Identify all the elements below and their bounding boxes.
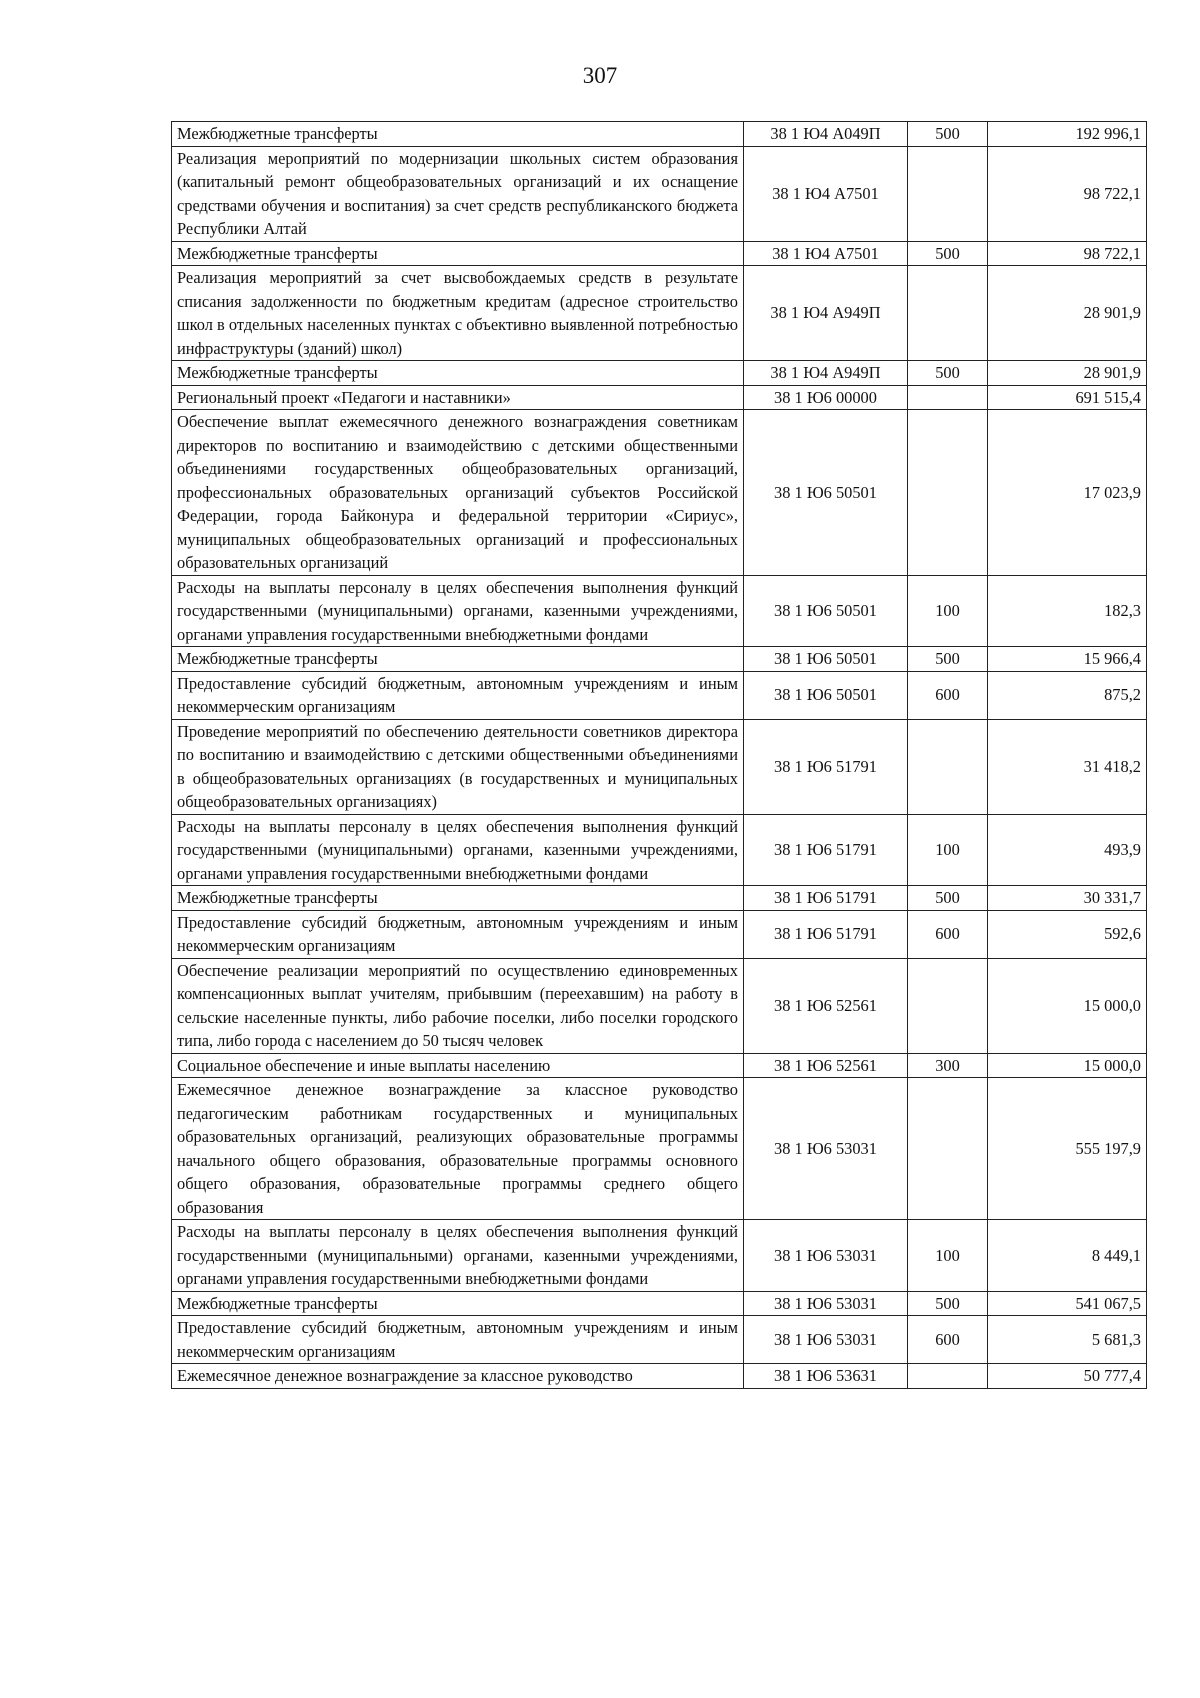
table-row	[172, 1291, 1147, 1316]
row-type-cell: 600	[908, 910, 988, 958]
row-type-cell	[908, 1078, 988, 1220]
table-row	[172, 122, 1147, 147]
table-row	[172, 958, 1147, 1053]
row-sum-cell: 555 197,9	[988, 1078, 1147, 1220]
row-name-cell: Реализация мероприятий за счет высвобождаемых средств в результате списания задолженности по бюджетным кредитам (адресное строительство школ в отдельных населенных пунктах с объективно выявленной потребностью инфраструктуры (зданий) школ)	[172, 266, 744, 361]
row-name-cell: Расходы на выплаты персоналу в целях обеспечения выполнения функций государственными (муниципальными) органами, казенными учреждениями, органами управления государственными внебюджетными фондами	[172, 575, 744, 647]
row-type-cell: 100	[908, 1220, 988, 1292]
table-row	[172, 410, 1147, 576]
row-code-cell: 38 1 Ю4 А949П	[744, 361, 908, 386]
row-name-cell: Социальное обеспечение и иные выплаты населению	[172, 1053, 744, 1078]
row-type-cell: 500	[908, 122, 988, 147]
row-name-cell: Ежемесячное денежное вознаграждение за классное руководство	[172, 1364, 744, 1389]
row-code-cell: 38 1 Ю6 51791	[744, 886, 908, 911]
table-row	[172, 1316, 1147, 1364]
row-code-cell: 38 1 Ю6 51791	[744, 719, 908, 814]
row-code-cell: 38 1 Ю4 А049П	[744, 122, 908, 147]
row-name-cell: Расходы на выплаты персоналу в целях обеспечения выполнения функций государственными (муниципальными) органами, казенными учреждениями, органами управления государственными внебюджетными фондами	[172, 1220, 744, 1292]
row-code-cell: 38 1 Ю6 53031	[744, 1291, 908, 1316]
row-name-cell: Ежемесячное денежное вознаграждение за классное руководство педагогическим работникам государственных и муниципальных образовательных организаций, реализующих образовательные программы начального общего образования, образовательные программы основного общего образования, образовательные программы среднего общего образования	[172, 1078, 744, 1220]
row-type-cell: 500	[908, 361, 988, 386]
row-sum-cell: 15 000,0	[988, 958, 1147, 1053]
table-row	[172, 814, 1147, 886]
row-code-cell: 38 1 Ю6 53031	[744, 1078, 908, 1220]
row-name-cell: Предоставление субсидий бюджетным, автономным учреждениям и иным некоммерческим организациям	[172, 910, 744, 958]
row-code-cell: 38 1 Ю6 50501	[744, 671, 908, 719]
row-sum-cell: 875,2	[988, 671, 1147, 719]
row-code-cell: 38 1 Ю6 53031	[744, 1316, 908, 1364]
table-row	[172, 671, 1147, 719]
row-name-cell: Обеспечение реализации мероприятий по осуществлению единовременных компенсационных выплат учителям, прибывшим (переехавшим) на работу в сельские населенные пункты, либо рабочие поселки, либо поселки городского типа, либо города с населением до 50 тысяч человек	[172, 958, 744, 1053]
row-sum-cell: 192 996,1	[988, 122, 1147, 147]
row-name-cell: Предоставление субсидий бюджетным, автономным учреждениям и иным некоммерческим организациям	[172, 671, 744, 719]
table-row	[172, 1220, 1147, 1292]
row-type-cell	[908, 1364, 988, 1389]
row-sum-cell: 98 722,1	[988, 146, 1147, 241]
table-row	[172, 241, 1147, 266]
row-type-cell: 500	[908, 1291, 988, 1316]
row-code-cell: 38 1 Ю6 00000	[744, 385, 908, 410]
row-type-cell: 600	[908, 1316, 988, 1364]
row-type-cell: 500	[908, 647, 988, 672]
row-name-cell: Обеспечение выплат ежемесячного денежного вознаграждения советникам директоров по воспитанию и взаимодействию с детскими общественными объединениями государственных общеобразовательных организаций, профессиональных образовательных организаций субъектов Российской Федерации, города Байконура и федеральной территории «Сириус», муниципальных общеобразовательных организаций и профессиональных образовательных организаций	[172, 410, 744, 576]
row-sum-cell: 28 901,9	[988, 266, 1147, 361]
row-name-cell: Проведение мероприятий по обеспечению деятельности советников директора по воспитанию и взаимодействию с детскими общественными объединениями в общеобразовательных организациях (в государственных и муниципальных общеобразовательных организациях)	[172, 719, 744, 814]
budget-table	[171, 121, 1147, 1389]
table-row	[172, 1053, 1147, 1078]
table-row	[172, 1078, 1147, 1220]
row-name-cell: Межбюджетные трансферты	[172, 647, 744, 672]
page-number: 307	[582, 63, 618, 88]
table-row	[172, 266, 1147, 361]
row-sum-cell: 493,9	[988, 814, 1147, 886]
row-sum-cell: 5 681,3	[988, 1316, 1147, 1364]
row-name-cell: Расходы на выплаты персоналу в целях обеспечения выполнения функций государственными (муниципальными) органами, казенными учреждениями, органами управления государственными внебюджетными фондами	[172, 814, 744, 886]
row-code-cell: 38 1 Ю4 А7501	[744, 241, 908, 266]
row-code-cell: 38 1 Ю6 53031	[744, 1220, 908, 1292]
row-code-cell: 38 1 Ю6 51791	[744, 814, 908, 886]
row-type-cell	[908, 958, 988, 1053]
row-type-cell: 100	[908, 575, 988, 647]
row-sum-cell: 15 000,0	[988, 1053, 1147, 1078]
table-row	[172, 575, 1147, 647]
table-row	[172, 385, 1147, 410]
row-sum-cell: 30 331,7	[988, 886, 1147, 911]
row-sum-cell: 28 901,9	[988, 361, 1147, 386]
row-type-cell: 100	[908, 814, 988, 886]
row-type-cell	[908, 410, 988, 576]
row-type-cell: 300	[908, 1053, 988, 1078]
row-code-cell: 38 1 Ю6 50501	[744, 575, 908, 647]
table-row	[172, 361, 1147, 386]
row-code-cell: 38 1 Ю6 51791	[744, 910, 908, 958]
row-name-cell: Межбюджетные трансферты	[172, 1291, 744, 1316]
row-code-cell: 38 1 Ю4 А949П	[744, 266, 908, 361]
row-code-cell: 38 1 Ю4 А7501	[744, 146, 908, 241]
row-type-cell	[908, 719, 988, 814]
row-type-cell	[908, 146, 988, 241]
row-sum-cell: 15 966,4	[988, 647, 1147, 672]
table-row	[172, 886, 1147, 911]
row-sum-cell: 691 515,4	[988, 385, 1147, 410]
row-name-cell: Предоставление субсидий бюджетным, автономным учреждениям и иным некоммерческим организациям	[172, 1316, 744, 1364]
row-sum-cell: 50 777,4	[988, 1364, 1147, 1389]
row-code-cell: 38 1 Ю6 53631	[744, 1364, 908, 1389]
row-sum-cell: 17 023,9	[988, 410, 1147, 576]
table-row	[172, 719, 1147, 814]
row-name-cell: Реализация мероприятий по модернизации школьных систем образования (капитальный ремонт общеобразовательных организаций и их оснащение средствами обучения и воспитания) за счет средств республиканского бюджета Республики Алтай	[172, 146, 744, 241]
row-type-cell	[908, 385, 988, 410]
table-row	[172, 146, 1147, 241]
row-code-cell: 38 1 Ю6 52561	[744, 1053, 908, 1078]
row-name-cell: Межбюджетные трансферты	[172, 122, 744, 147]
row-sum-cell: 592,6	[988, 910, 1147, 958]
row-type-cell	[908, 266, 988, 361]
table-row	[172, 1364, 1147, 1389]
row-name-cell: Региональный проект «Педагоги и наставники»	[172, 385, 744, 410]
row-type-cell: 600	[908, 671, 988, 719]
row-type-cell: 500	[908, 241, 988, 266]
table-row	[172, 647, 1147, 672]
row-sum-cell: 8 449,1	[988, 1220, 1147, 1292]
row-name-cell: Межбюджетные трансферты	[172, 361, 744, 386]
row-sum-cell: 98 722,1	[988, 241, 1147, 266]
row-sum-cell: 182,3	[988, 575, 1147, 647]
row-name-cell: Межбюджетные трансферты	[172, 886, 744, 911]
row-code-cell: 38 1 Ю6 50501	[744, 410, 908, 576]
row-sum-cell: 541 067,5	[988, 1291, 1147, 1316]
table-row	[172, 910, 1147, 958]
row-code-cell: 38 1 Ю6 50501	[744, 647, 908, 672]
row-sum-cell: 31 418,2	[988, 719, 1147, 814]
row-name-cell: Межбюджетные трансферты	[172, 241, 744, 266]
row-type-cell: 500	[908, 886, 988, 911]
row-code-cell: 38 1 Ю6 52561	[744, 958, 908, 1053]
